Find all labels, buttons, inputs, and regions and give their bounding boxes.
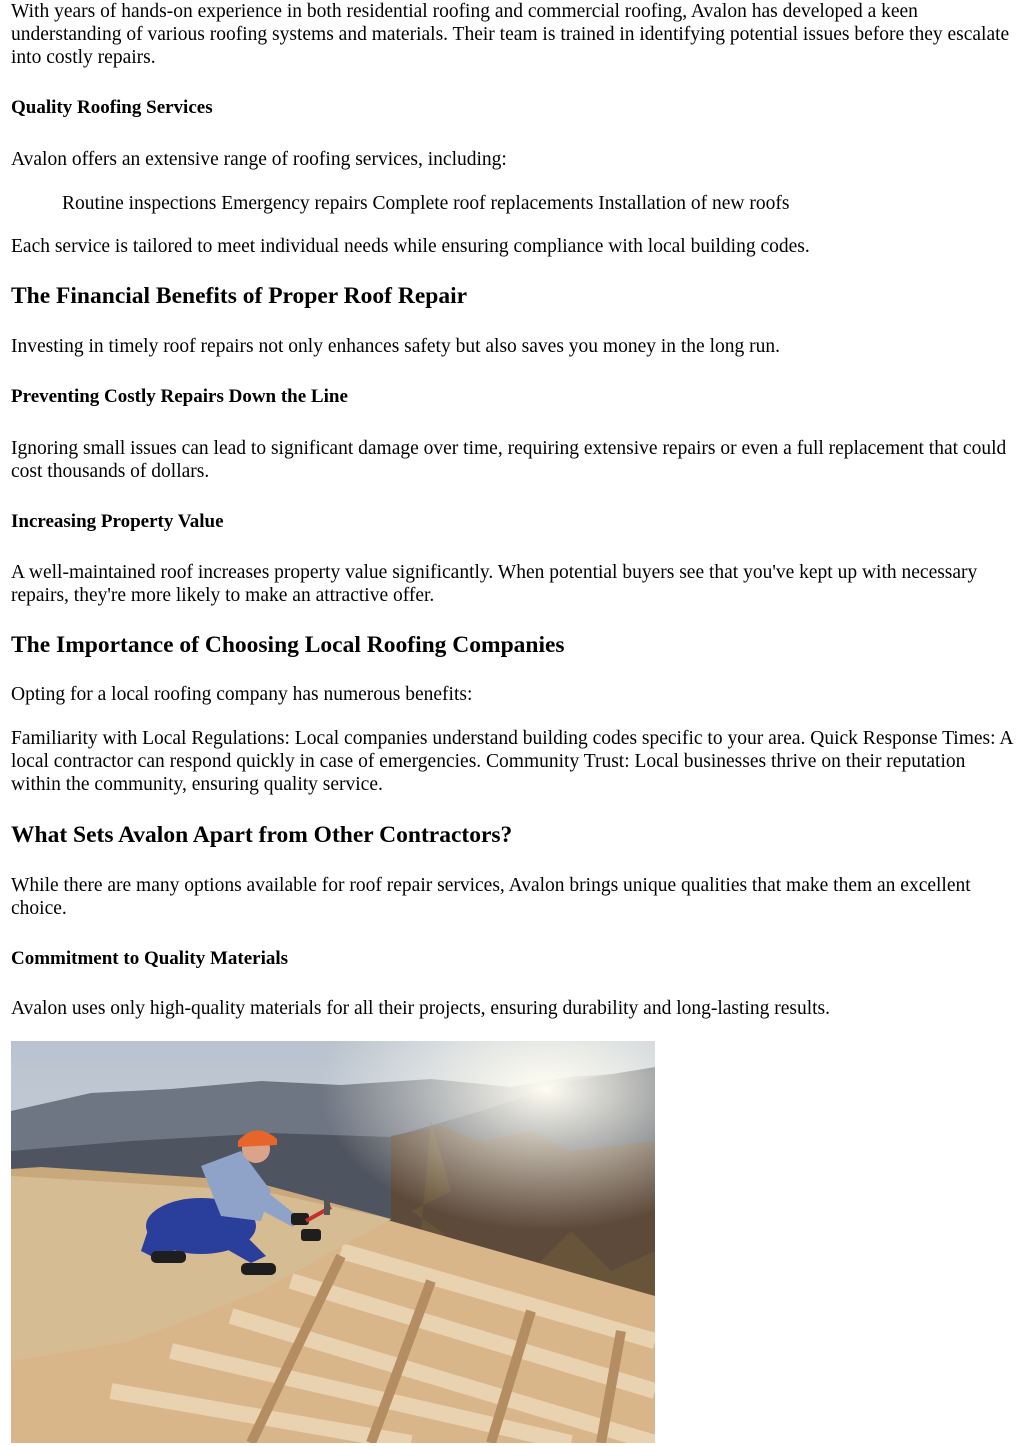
quality-materials-heading: Commitment to Quality Materials — [11, 948, 289, 969]
intro-paragraph: With years of hands-on experience in both residential roofing and commercial roofing, Avalon has developed a keen understanding of various roofing systems and materials. Their team is trained in identifying potential issues before they escalate into costly repairs. — [11, 1, 1010, 68]
local-benefits-paragraph: Familiarity with Local Regulations: Local companies understand building codes specific to your area. Quick Response Times: A local contractor can respond quickly in case of emergencies. Community Trust: Local businesses thrive on their reputation within the community, ensuring quality service. — [11, 728, 1013, 795]
avalon-apart-paragraph: While there are many options available for roof repair services, Avalon brings unique qualities that make them an excellent choice. — [11, 875, 971, 919]
services-list: Routine inspections Emergency repairs Complete roof replacements Installation of new roofs — [62, 193, 790, 214]
quality-services-heading: Quality Roofing Services — [11, 97, 213, 118]
property-value-heading: Increasing Property Value — [11, 511, 224, 532]
services-note-paragraph: Each service is tailored to meet individual needs while ensuring compliance with local building codes. — [11, 236, 810, 257]
roofer-photo-illustration — [11, 1041, 655, 1443]
local-companies-heading: The Importance of Choosing Local Roofing Companies — [11, 632, 565, 658]
property-value-paragraph: A well-maintained roof increases property value significantly. When potential buyers see that you've kept up with necessary repairs, they're more likely to make an attractive offer. — [11, 562, 978, 606]
financial-intro-paragraph: Investing in timely roof repairs not only enhances safety but also saves you money in the long run. — [11, 336, 781, 357]
preventing-repairs-heading: Preventing Costly Repairs Down the Line — [11, 386, 348, 407]
avalon-apart-heading: What Sets Avalon Apart from Other Contractors? — [11, 822, 513, 848]
financial-benefits-heading: The Financial Benefits of Proper Roof Repair — [11, 283, 468, 309]
local-intro-paragraph: Opting for a local roofing company has numerous benefits: — [11, 684, 473, 705]
preventing-repairs-paragraph: Ignoring small issues can lead to significant damage over time, requiring extensive repairs or even a full replacement that could cost thousands of dollars. — [11, 438, 1007, 482]
roofer-photo — [11, 1041, 655, 1443]
quality-materials-paragraph: Avalon uses only high-quality materials for all their projects, ensuring durability and long-lasting results. — [11, 998, 831, 1019]
services-intro-paragraph: Avalon offers an extensive range of roofing services, including: — [11, 149, 507, 170]
